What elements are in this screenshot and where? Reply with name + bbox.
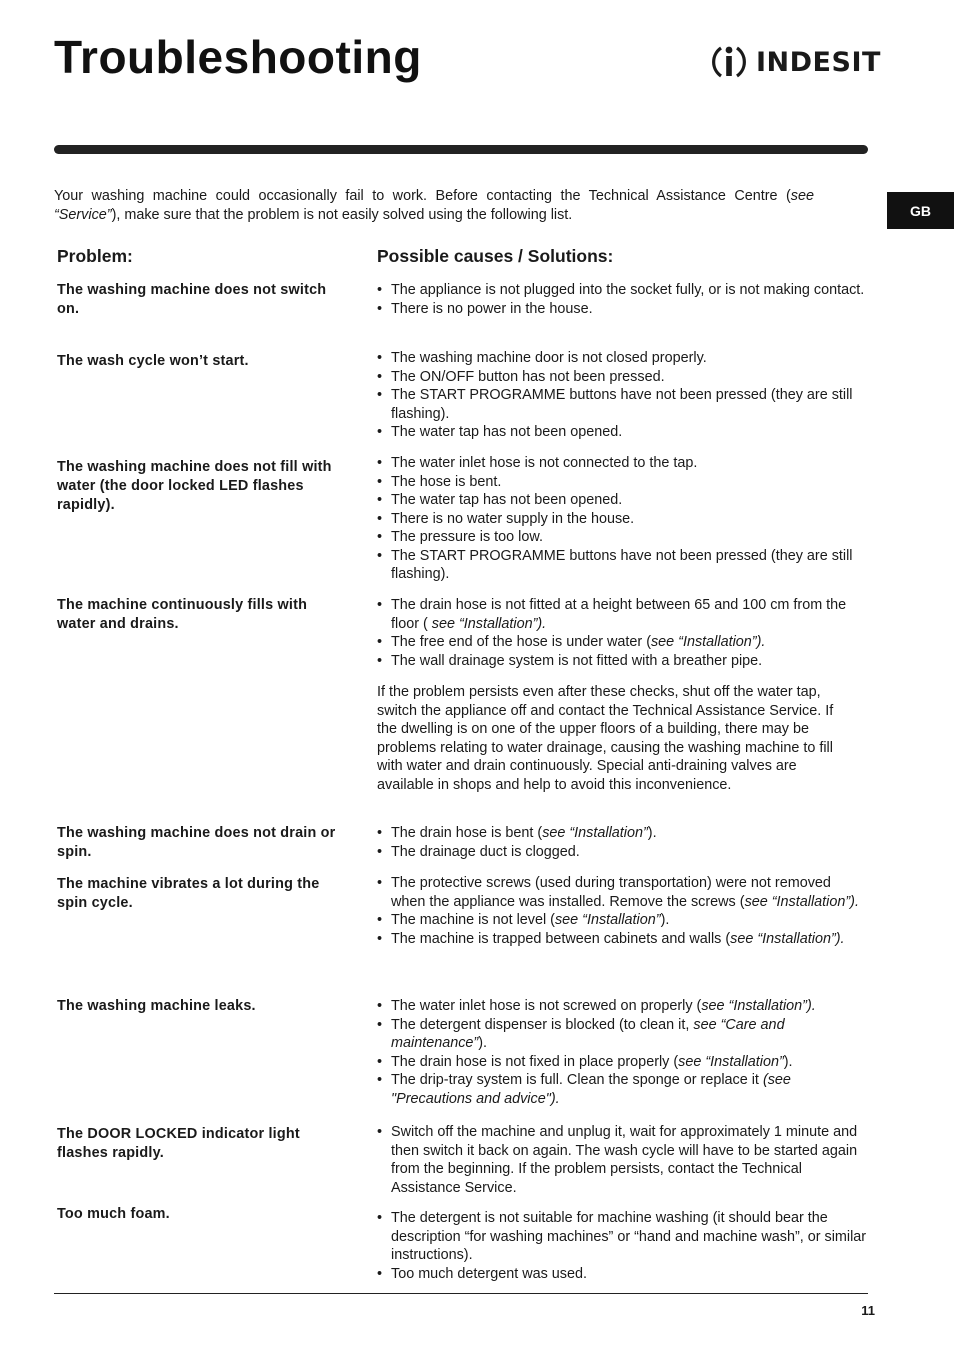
solution-block: [377, 454, 867, 584]
problem-column-header: Problem:: [57, 246, 133, 266]
cause-item: • The protective screws (used during transportation) were not removed when the appliance was installed. Remove the screws (see “Installation”).: [377, 874, 867, 911]
cause-list: [377, 1123, 867, 1197]
solution-block: [377, 596, 867, 794]
intro-paragraph: [54, 187, 814, 225]
problem-label: The washing machine does not drain or spin.: [57, 825, 336, 860]
cause-list: [377, 824, 867, 861]
language-tab: GB: [887, 192, 954, 229]
cause-item: • The drain hose is not fixed in place properly (see “Installation”).: [377, 1053, 867, 1072]
cause-item: • Switch off the machine and unplug it, wait for approximately 1 minute and then switch it back on again. The wash cycle will have to be started again from the beginning. If the problem persists, contact the Technical Assistance Service.: [377, 1123, 867, 1197]
cause-item: • Too much detergent was used.: [377, 1265, 867, 1284]
cause-item: • The appliance is not plugged into the socket fully, or is not making contact.: [377, 281, 867, 300]
intro-service-ref: see “Service”: [54, 188, 814, 223]
cause-item: • The water inlet hose is not connected to the tap.: [377, 454, 867, 473]
problem-label: The washing machine leaks.: [57, 998, 256, 1014]
problem-label: The DOOR LOCKED indicator light flashes rapidly.: [57, 1126, 300, 1161]
solution-block: [377, 1123, 867, 1197]
cause-list: [377, 874, 867, 948]
cause-list: [377, 596, 867, 670]
brand-logo-text: INDESIT: [756, 46, 881, 78]
cause-item: • The water inlet hose is not screwed on properly (see “Installation”).: [377, 997, 867, 1016]
cause-item: • The machine is not level (see “Installation”).: [377, 911, 867, 930]
solution-block: [377, 281, 867, 318]
intro-text-2: ), make sure that the problem is not easily solved using the following list.: [111, 207, 573, 223]
cause-item: • The START PROGRAMME buttons have not been pressed (they are still flashing).: [377, 386, 867, 423]
solution-block: [377, 997, 867, 1108]
cause-list: [377, 997, 867, 1108]
cause-item: • The wall drainage system is not fitted with a breather pipe.: [377, 652, 867, 671]
advice-note: If the problem persists even after these checks, shut off the water tap, switch the appliance off and contact the Technical Assistance Service. If the dwelling is on one of the upper floors of a building, there may be problems relating to water drainage, causing the washing machine to fill with water and drain continuously. Special anti-draining valves are available in shops and help to avoid this inconvenience.: [377, 684, 834, 793]
cause-item: • The machine is trapped between cabinets and walls (see “Installation”).: [377, 930, 867, 949]
cause-list: [377, 454, 867, 584]
indesit-logo-icon: [708, 41, 750, 83]
cause-list: [377, 281, 867, 318]
cause-item: • The water tap has not been opened.: [377, 491, 867, 510]
cause-item: • The drain hose is not fitted at a height between 65 and 100 cm from the floor ( see “Installation”).: [377, 596, 867, 633]
cause-item: • The detergent is not suitable for machine washing (it should bear the description “for washing machines” or “hand and machine wash”, or similar instructions).: [377, 1209, 867, 1265]
cause-item: • There is no power in the house.: [377, 300, 867, 319]
cause-item: • There is no water supply in the house.: [377, 510, 867, 529]
solution-block: [377, 349, 867, 442]
problem-label: Too much foam.: [57, 1206, 170, 1222]
solution-block: [377, 1209, 867, 1283]
cause-item: • The detergent dispenser is blocked (to clean it, see “Care and maintenance”).: [377, 1016, 867, 1053]
page-title: Troubleshooting: [54, 31, 422, 83]
problem-label: The machine continuously fills with water and drains.: [57, 597, 308, 632]
cause-item: • The water tap has not been opened.: [377, 423, 867, 442]
brand-logo: [708, 40, 881, 84]
problem-label: The wash cycle won’t start.: [57, 353, 249, 369]
cause-list: [377, 1209, 867, 1283]
cause-item: • The washing machine door is not closed properly.: [377, 349, 867, 368]
causes-column-header: Possible causes / Solutions:: [377, 246, 614, 266]
cause-item: • The hose is bent.: [377, 473, 867, 492]
footer-divider: [54, 1293, 868, 1294]
problem-label: The machine vibrates a lot during the spin cycle.: [57, 876, 320, 911]
solution-block: [377, 874, 867, 948]
cause-item: • The pressure is too low.: [377, 528, 867, 547]
cause-item: • The drain hose is bent (see “Installation”).: [377, 824, 867, 843]
solution-block: [377, 824, 867, 861]
cause-item: • The START PROGRAMME buttons have not been pressed (they are still flashing).: [377, 547, 867, 584]
cause-item: • The drainage duct is clogged.: [377, 843, 867, 862]
cause-list: [377, 349, 867, 442]
page-number: 11: [861, 1303, 875, 1318]
cause-item: • The free end of the hose is under water (see “Installation”).: [377, 633, 867, 652]
cause-item: • The ON/OFF button has not been pressed.: [377, 368, 867, 387]
cause-item: • The drip-tray system is full. Clean the sponge or replace it (see "Precautions and advice").: [377, 1071, 867, 1108]
problem-label: The washing machine does not fill with water (the door locked LED flashes rapidly).: [57, 459, 332, 513]
problem-label: The washing machine does not switch on.: [57, 282, 327, 317]
intro-text-1: Your washing machine could occasionally fail to work. Before contacting the Technical Assistance Centre (: [54, 188, 791, 204]
header-divider: [54, 145, 868, 154]
